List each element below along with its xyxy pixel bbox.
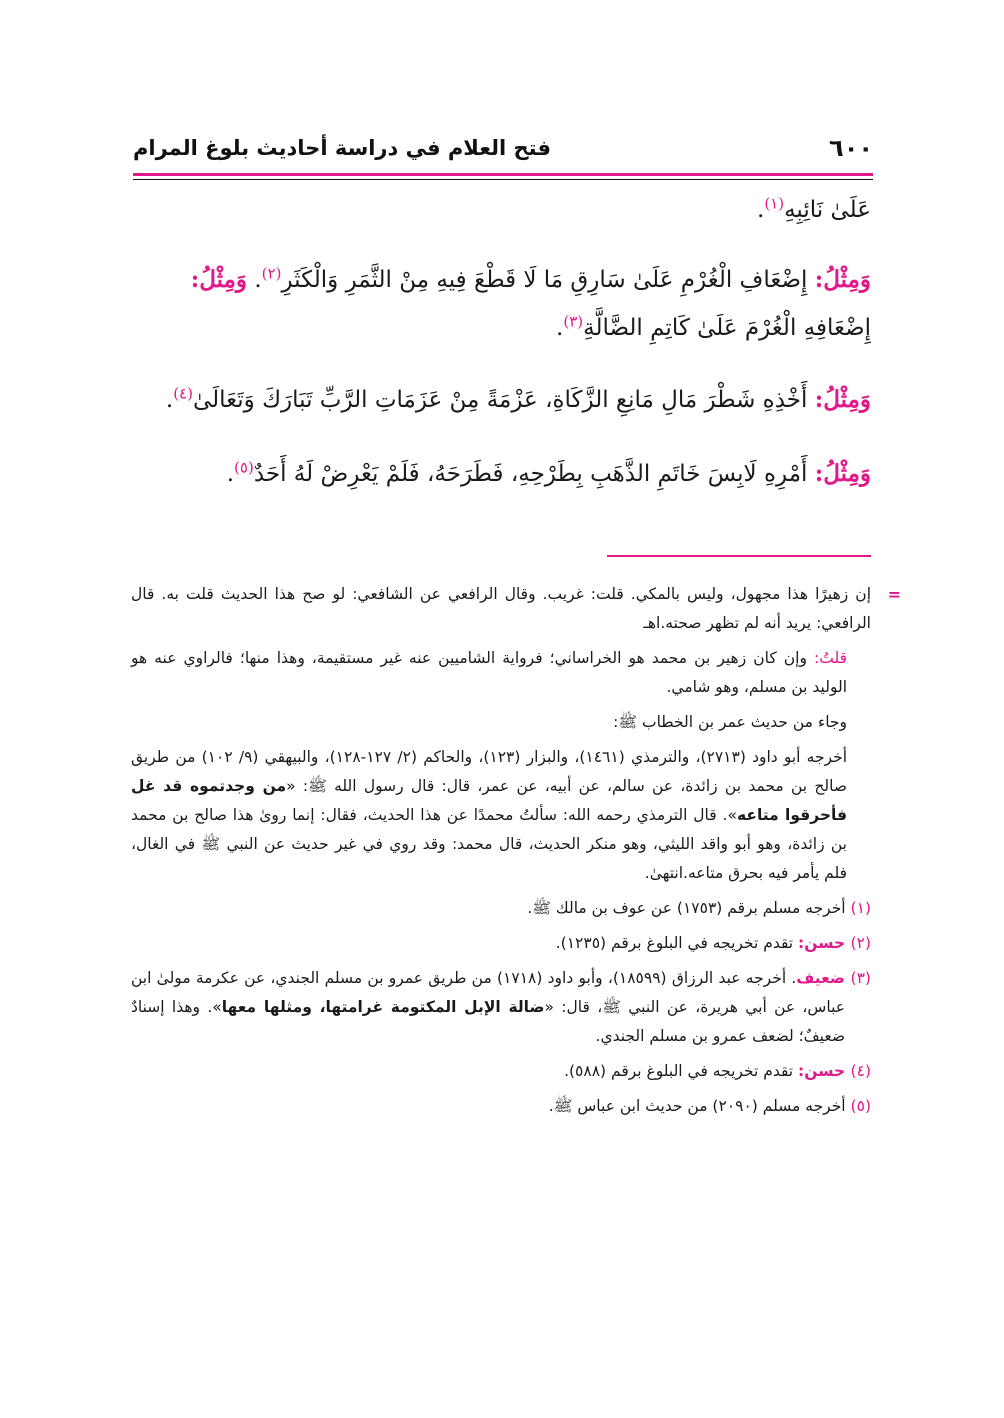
main-text-span: إِضْعَافِهِ الْغُرْمَ عَلَىٰ كَاتِمِ الضَّالَّةِ <box>583 315 871 341</box>
main-text-span: . <box>556 315 564 341</box>
note-keyword-qultu: قلتُ: <box>814 649 847 667</box>
main-paragraph-3 <box>131 376 871 424</box>
footnote-ref-4[interactable]: (٤) <box>173 384 193 403</box>
note-text: أخرجه أبو داود (٢٧١٣)، والترمذي (١٤٦١)، والبزار (١٢٣)، والحاكم (٢/ ١٢٧-١٢٨)، والبيهقي (٩/ ١٠٢) من طريق صالح بن محمد بن زائدة، عن سالم، عن أبيه، عن عمر، قال: قال رسول الله ﷺ: « <box>131 748 848 795</box>
main-text-span: أَمْرِهِ لَابِسَ خَاتَمِ الذَّهَبِ بِطَرْحِهِ، فَطَرَحَهُ، فَلَمْ يَعْرِضْ لَهُ أَحَدٌ <box>253 461 815 487</box>
note-text: ». قال الترمذي رحمه الله: سألتُ محمدًا عن هذا الحديث، فقال: إنما روىٰ هذا صالح بن محمد بن زائدة، وهو أبو واقد الليثي، وهو منكر الحديث، قال محمد: وقد روي في غير حديث عن النبي ﷺ في الغال، فلم يأمر فيه بحرق متاعه.انتهىٰ. <box>131 806 847 882</box>
footnote-text: تقدم تخريجه في البلوغ برقم (١٢٣٥). <box>555 934 799 952</box>
main-text-span: . <box>165 387 174 413</box>
footnote-number: (٥) <box>850 1097 871 1115</box>
header-rule-pink <box>133 173 873 176</box>
keyword-mithl: وَمِثْلُ: <box>190 266 248 293</box>
footnote-ref-3[interactable]: (٣) <box>563 312 584 331</box>
note-text: إن زهيرًا هذا مجهول، وليس بالمكي. قلت: غريب. وقال الرافعي عن الشافعي: لو صح هذا الحديث قلت به. قال الرافعي: يريد أنه لم تظهر صحته.اهـ <box>131 585 871 632</box>
note-text: وإن كان زهير بن محمد هو الخراساني؛ فرواية الشاميين عنه غير مستقيمة، وهذا منها؛ فالراوي عنه هو الوليد بن مسلم، وهو شامي. <box>131 649 847 696</box>
main-text-span: أَخْذِهِ شَطْرَ مَالِ مَانِعِ الزَّكَاةِ، عَزْمَةً مِنْ عَزَمَاتِ الرَّبِّ تَبَارَكَ وَتَعَالَىٰ <box>192 387 815 413</box>
footnote-number: (١) <box>850 899 871 917</box>
continued-note <box>131 580 901 638</box>
main-text-span: . <box>226 461 235 487</box>
header-rule-black <box>133 179 873 180</box>
footnote-text: أخرجه مسلم (٢٠٩٠) من حديث ابن عباس ﷺ. <box>548 1097 851 1115</box>
running-header <box>133 126 873 170</box>
note-paragraph <box>131 708 871 737</box>
footnote-text: . أخرجه عبد الرزاق (١٨٥٩٩)، وأبو داود (١٧١٨) من طريق عمرو بن مسلم الجندي، عن عكرمة مولىٰ ابن عباس، عن أبي هريرة، عن النبي ﷺ، قال: « <box>131 969 846 1016</box>
footnote-ref-5[interactable]: (٥) <box>234 458 254 477</box>
note-paragraph <box>131 644 871 702</box>
keyword-mithl: وَمِثْلُ: <box>814 266 871 293</box>
main-text-span: . <box>247 267 262 293</box>
footnote-ref-2[interactable]: (٢) <box>261 264 282 283</box>
footnote-grade: ضعيف <box>796 969 851 987</box>
note-paragraph <box>131 743 871 888</box>
footnote-text: تقدم تخريجه في البلوغ برقم (٥٨٨). <box>564 1062 799 1080</box>
footnote-3 <box>131 964 871 1051</box>
hadith-quote: ضالة الإبل المكتومة غرامتها، ومثلها معها <box>221 998 545 1016</box>
book-title: فتح العلام في دراسة أحاديث بلوغ المرام <box>133 136 551 160</box>
footnote-number: (٢) <box>850 934 871 952</box>
main-paragraph-4 <box>131 450 871 498</box>
footnote-ref-1[interactable]: (١) <box>764 194 785 213</box>
main-text-span: . <box>757 197 765 223</box>
footnote-5 <box>131 1092 871 1121</box>
hadith-quote: من وجدتموه قد غل فأحرقوا متاعه <box>131 777 848 824</box>
continuation-mark: = <box>887 585 901 604</box>
main-text <box>131 186 871 498</box>
footnote-number: (٤) <box>850 1062 871 1080</box>
note-text: وجاء من حديث عمر بن الخطاب ﷺ: <box>613 713 847 731</box>
footnote-4 <box>131 1057 871 1086</box>
main-text-span: إِضْعَافِ الْغُرْمِ عَلَىٰ سَارِقِ مَا لَا قَطْعَ فِيهِ مِنْ الثَّمَرِ وَالْكَثَرِ <box>281 267 815 293</box>
main-paragraph-1 <box>131 186 871 234</box>
footnote-grade: حسن: <box>798 934 851 952</box>
footnotes <box>131 580 901 1127</box>
footnote-2 <box>131 929 871 958</box>
keyword-mithl: وَمِثْلُ: <box>814 386 871 413</box>
page-number: ٦٠٠ <box>829 134 873 162</box>
main-text-span: عَلَىٰ نَائِبِهِ <box>784 197 871 223</box>
main-paragraph-2 <box>131 256 871 352</box>
footnote-text: أخرجه مسلم برقم (١٧٥٣) عن عوف بن مالك ﷺ. <box>527 899 851 917</box>
footnote-number: (٣) <box>850 969 871 987</box>
footnote-separator <box>607 555 871 557</box>
footnote-1 <box>131 894 871 923</box>
footnote-text: ». وهذا إسنادٌ ضعيفٌ؛ لضعف عمرو بن مسلم الجندي. <box>131 998 845 1045</box>
footnote-grade: حسن: <box>798 1062 851 1080</box>
keyword-mithl: وَمِثْلُ: <box>814 460 871 487</box>
